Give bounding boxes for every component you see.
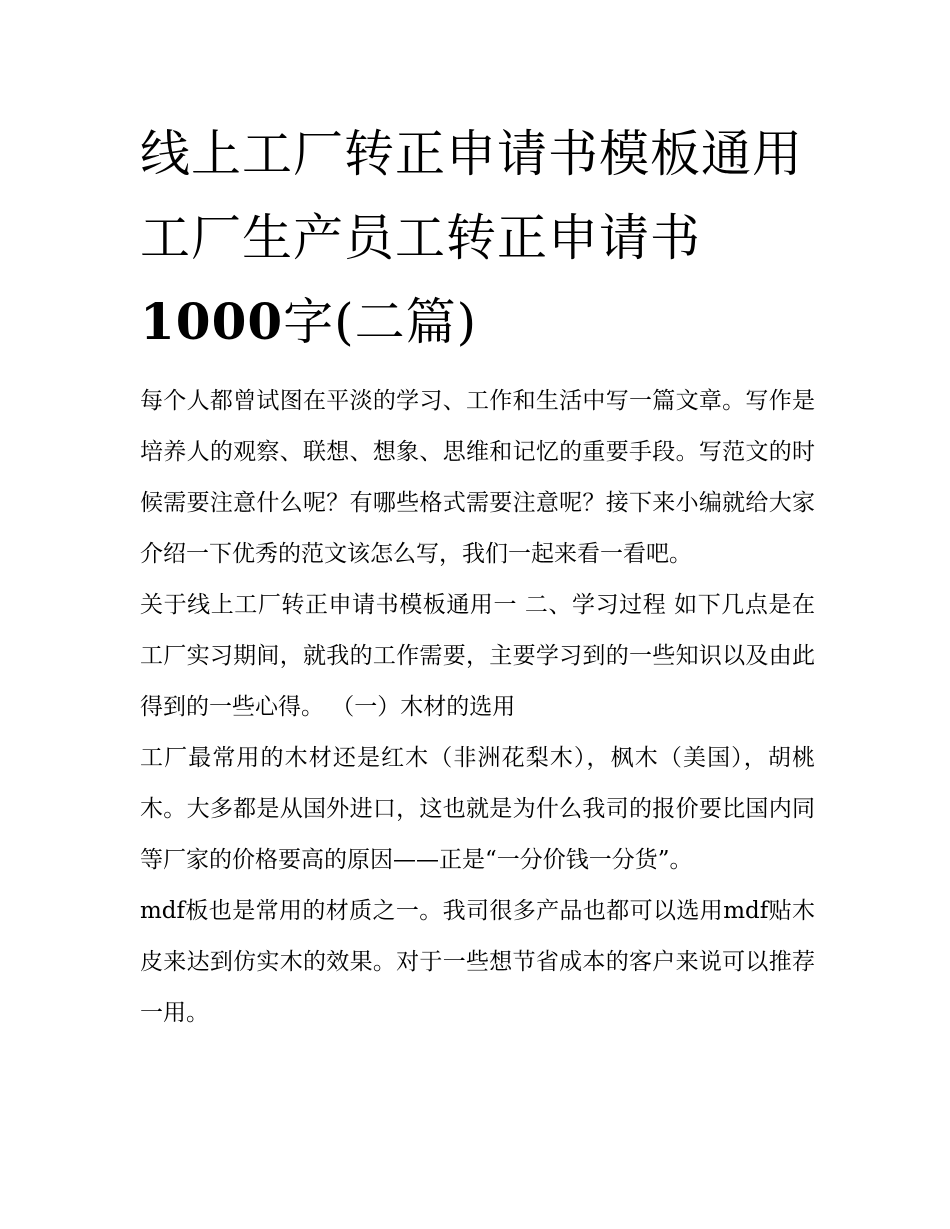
title-number: 1000 — [140, 292, 284, 351]
paragraph-wood-types: 工厂最常用的木材还是红木（非洲花梨木），枫木（美国），胡桃木。大多都是从国外进口，这也就是为什么我司的报价要比国内同等厂家的价格要高的原因——正是“一分价钱一分货”。 — [140, 745, 815, 873]
title-text: 线上工厂转正申请书模板通用工厂生产员工转正申请书 — [140, 125, 803, 267]
document-title — [140, 112, 815, 364]
paragraph-mdf: mdf板也是常用的材质之一。我司很多产品也都可以选用mdf贴木皮来达到仿实木的效果。对于一些想节省成本的客户来说可以推荐一用。 — [140, 898, 815, 1026]
document-page — [140, 112, 815, 1039]
paragraph-learning-process: 关于线上工厂转正申请书模板通用一 二、学习过程 如下几点是在工厂实习期间，就我的工作需要，主要学习到的一些知识以及由此得到的一些心得。 （一）木材的选用 — [140, 592, 815, 720]
title-suffix: 字(二篇) — [283, 293, 478, 351]
paragraph-intro: 每个人都曾试图在平淡的学习、工作和生活中写一篇文章。写作是培养人的观察、联想、想象、思维和记忆的重要手段。写范文的时候需要注意什么呢？有哪些格式需要注意呢？接下来小编就给大家介绍一下优秀的范文该怎么写，我们一起来看一看吧。 — [140, 388, 815, 567]
